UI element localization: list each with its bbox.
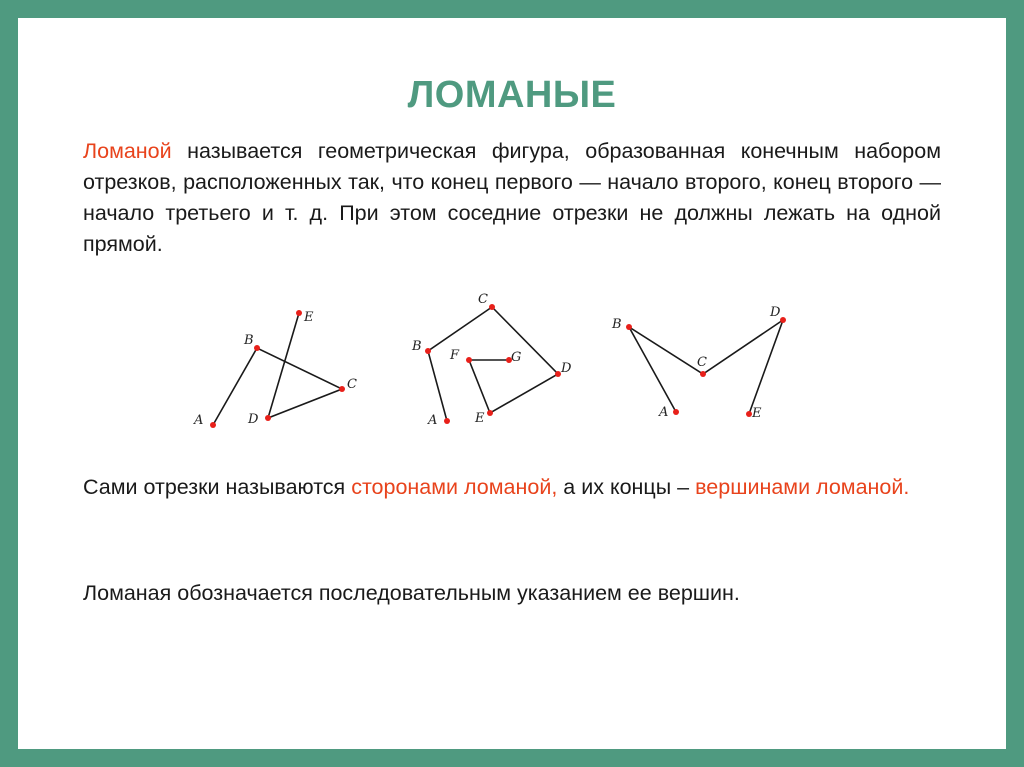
figure-1-vertex-a	[210, 422, 216, 428]
figure-1-vertex-e	[296, 310, 302, 316]
figure-3-label-c: C	[697, 355, 707, 370]
sides-text-2: а их концы –	[557, 475, 696, 499]
figure-2-label-g: G	[511, 350, 522, 365]
figure-1-label-e: E	[304, 310, 314, 325]
figure-3-vertex-c	[700, 371, 706, 377]
slide-title: ЛОМАНЫЕ	[407, 74, 617, 116]
sides-paragraph	[83, 472, 941, 503]
sides-text-1: Сами отрезки называются	[83, 475, 352, 499]
figure-1-label-c: C	[347, 377, 357, 392]
figure-2-vertex-e	[487, 410, 493, 416]
figure-2-label-f: F	[450, 348, 460, 363]
figure-2-label-a: A	[428, 413, 438, 428]
figure-2-vertex-a	[444, 418, 450, 424]
figure-3-label-a: A	[659, 405, 669, 420]
figure-1-label-a: A	[194, 413, 204, 428]
figure-2-vertex-f	[466, 357, 472, 363]
figure-1-vertex-d	[265, 415, 271, 421]
sides-term: сторонами ломаной,	[351, 475, 558, 499]
definition-term: Ломаной	[83, 139, 172, 163]
figure-2-vertex-c	[489, 304, 495, 310]
figure-2-label-c: C	[478, 292, 488, 307]
figure-3-label-e: E	[752, 406, 762, 421]
polyline-figure-2	[411, 292, 572, 428]
notation-paragraph: Ломаная обозначается последовательным указанием ее вершин.	[83, 581, 740, 605]
figure-3-vertex-b	[626, 324, 632, 330]
figure-1-vertex-c	[339, 386, 345, 392]
figure-2-label-b: B	[412, 339, 422, 354]
figure-3-label-d: D	[770, 305, 781, 320]
slide	[18, 18, 1006, 749]
figure-1-vertex-b	[254, 345, 260, 351]
definition-text: называется геометрическая фигура, образованная конечным набором отрезков, расположенных так, что конец первого — начало второго, конец второго — начало третьего и т. д. При этом соседние отрезки не должны лежать на одной прямой.	[83, 139, 941, 256]
polyline-figures	[18, 18, 1006, 749]
figure-3-vertex-d	[780, 317, 786, 323]
polyline-figure-1	[193, 310, 357, 428]
figure-1-label-d: D	[248, 412, 259, 427]
vertices-term: вершинами ломаной.	[695, 475, 910, 499]
figure-1-label-b: B	[244, 333, 254, 348]
figure-2-label-e: E	[475, 411, 485, 426]
figure-2-vertex-b	[425, 348, 431, 354]
figure-3-vertex-a	[673, 409, 679, 415]
figure-1-segments	[213, 313, 342, 425]
polyline-figure-3	[611, 305, 786, 421]
figure-2-label-d: D	[561, 361, 572, 376]
figure-3-label-b: B	[612, 317, 622, 332]
figure-2-segments	[428, 307, 558, 421]
